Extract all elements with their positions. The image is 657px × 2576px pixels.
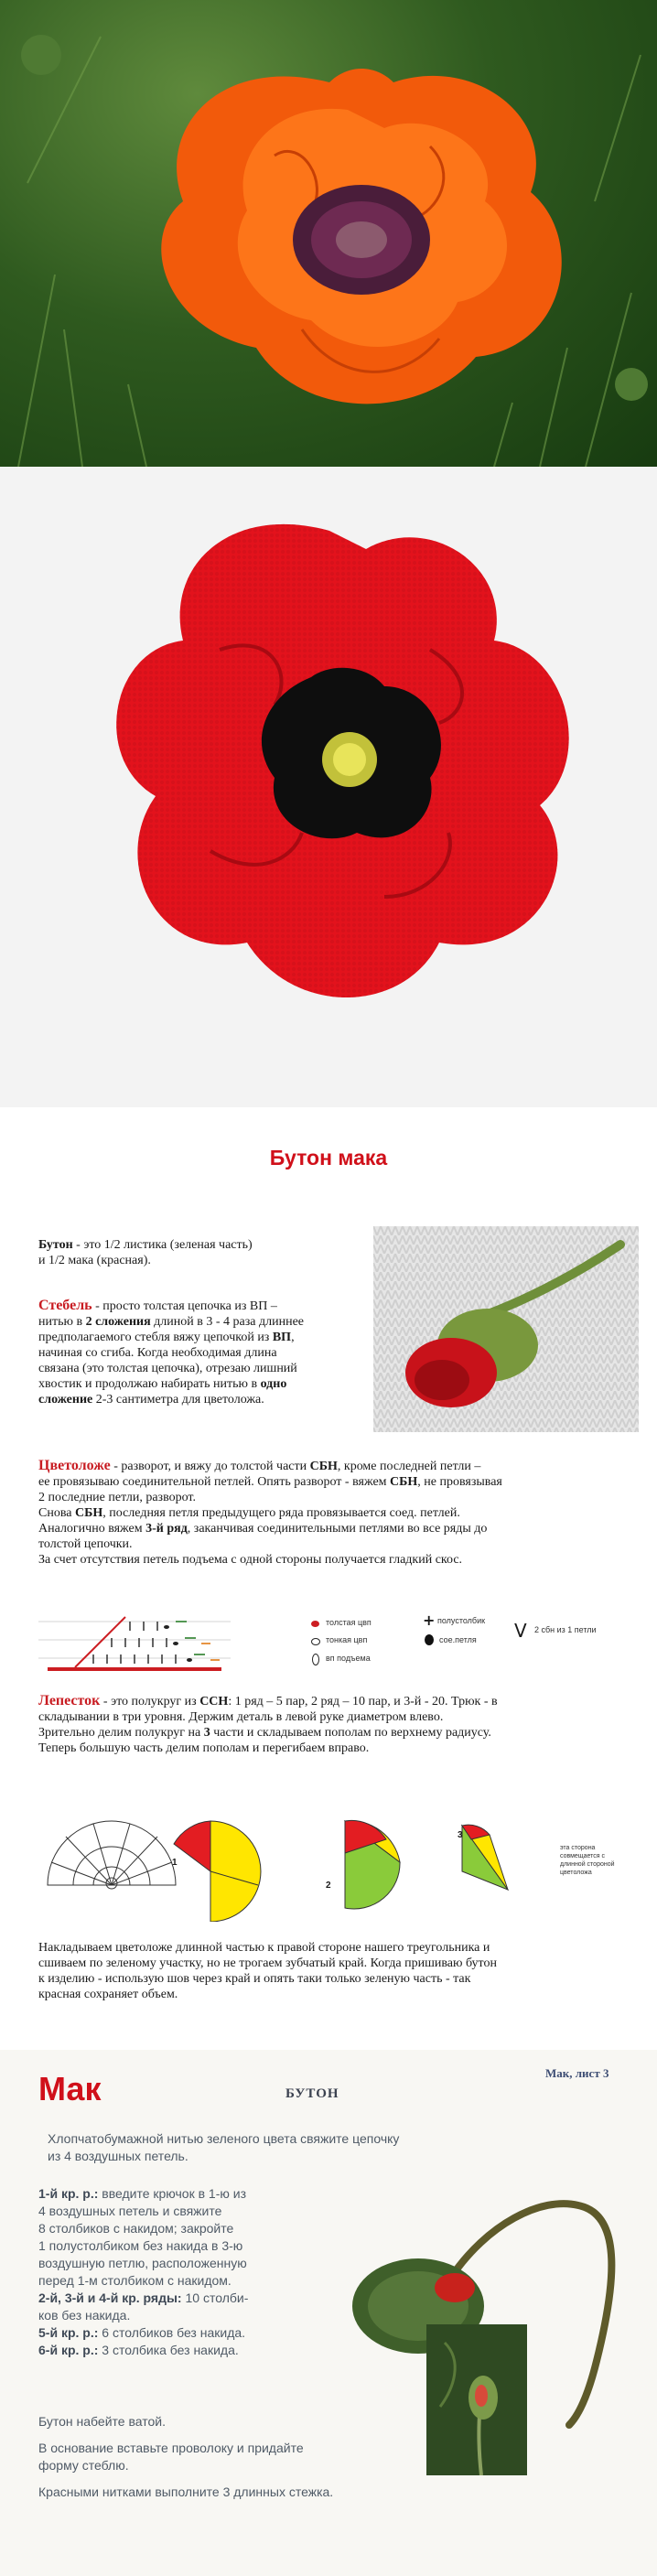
petal-line3c: части и складываем пополам по верхнему радиусу. xyxy=(210,1726,491,1740)
petal-line1c: : 1 ряд – 5 пар, 2 ряд – 10 пар, и 3-й - 20. Трюк - в xyxy=(228,1695,498,1708)
row1-key: 1-й кр. р.: xyxy=(38,2186,99,2201)
row1-line4: 1 полустолбиком без накида в 3-ю xyxy=(38,2238,243,2253)
intro-line2: и 1/2 мака (красная). xyxy=(38,1254,151,1267)
petal-line1a: - это полукруг из xyxy=(100,1695,200,1708)
legend-thin-chain-label: тонкая цвп xyxy=(326,1635,368,1644)
assembly-line3: к изделию - использую шов через край и опять таки только зеленую часть - так xyxy=(38,1972,471,1986)
receptacle-chart xyxy=(38,1603,240,1676)
scan-subtitle: БУТОН xyxy=(285,2086,339,2101)
real-poppy-photo xyxy=(0,0,657,467)
scan-finish-line2: В основание вставьте проволоку и придайте xyxy=(38,2441,304,2455)
legend-slip-stitch-icon xyxy=(425,1634,434,1645)
plus-icon: + xyxy=(423,1611,436,1629)
crochet-poppy-photo xyxy=(0,467,657,1107)
stem-line6b: одно xyxy=(260,1377,287,1391)
row2-line1: 10 столби- xyxy=(181,2290,249,2305)
fold-step-2-number: 2 xyxy=(326,1881,331,1891)
petal-paragraph xyxy=(38,1693,633,1756)
v-stitch-icon: V xyxy=(514,1620,527,1642)
legend-half-dc-label: полустолбик xyxy=(437,1616,486,1625)
assembly-line4: красная сохраняет объем. xyxy=(38,1988,178,2001)
legend-thick-chain-icon xyxy=(311,1621,319,1627)
scan-rows xyxy=(38,2185,340,2359)
crochet-poppy-illustration xyxy=(0,467,657,1107)
bud-photo-illustration xyxy=(373,1226,639,1432)
petal-term: Лепесток xyxy=(38,1693,101,1708)
stem-line3: предполагаемого стебля вяжу цепочкой из xyxy=(38,1331,273,1344)
row1-line3: 8 столбиков с накидом; закройте xyxy=(38,2221,234,2236)
receptacle-term: Цветоложе xyxy=(38,1458,111,1473)
receptacle-line3: 2 последние петли, разворот. xyxy=(38,1491,196,1504)
fold-note-line1: эта сторона xyxy=(560,1845,596,1851)
stem-line6a: хвостик и продолжаю набирать нитью в xyxy=(38,1377,261,1391)
row6-key: 6-й кр. р.: xyxy=(38,2343,99,2357)
stem-line7b: 2-3 сантиметра для цветоложа. xyxy=(92,1393,264,1407)
receptacle-line1a: - разворот, и вяжу до толстой части xyxy=(110,1460,310,1473)
receptacle-line5b: 3-й ряд xyxy=(145,1522,188,1536)
receptacle-line2a: ее провязываю соединительной петлей. Опять разворот - вяжем xyxy=(38,1475,391,1489)
bud-photo xyxy=(373,1226,639,1432)
row5-key: 5-й кр. р.: xyxy=(38,2325,99,2340)
fold-note-line2: совмещается с xyxy=(560,1853,605,1859)
intro-paragraph xyxy=(38,1237,350,1268)
receptacle-chart-diagram xyxy=(38,1603,240,1676)
petal-line1b: ССН xyxy=(199,1695,229,1708)
stem-line4: начиная со сгиба. Когда необходимая длина xyxy=(38,1346,277,1360)
intro-line1: - это 1/2 листика (зеленая часть) xyxy=(72,1238,253,1252)
stem-line3c: , xyxy=(291,1331,295,1344)
legend-lift-chain-label: вп подъема xyxy=(326,1654,371,1663)
receptacle-line6: толстой цепочки. xyxy=(38,1537,133,1551)
scan-real-bud-illustration xyxy=(426,2324,527,2475)
legend-two-sc-label: 2 сбн из 1 петли xyxy=(534,1625,597,1634)
fold-step-2-shape xyxy=(322,1816,423,1922)
scan-real-bud-photo xyxy=(426,2324,527,2475)
stem-line2c: длиной в 3 - 4 раза длиннее xyxy=(150,1315,305,1329)
receptacle-line4a: Снова xyxy=(38,1506,75,1520)
legend-lift-chain-icon xyxy=(312,1654,319,1665)
row1-line1: введите крючок в 1-ю из xyxy=(98,2186,246,2201)
fold-step-1-shape xyxy=(156,1816,265,1922)
receptacle-line2b: СБН xyxy=(390,1475,418,1489)
assembly-line1: Накладываем цветоложе длинной частью к правой стороне нашего треугольника и xyxy=(38,1941,490,1955)
scanned-pattern-page xyxy=(0,2050,657,2576)
petal-line3b: 3 xyxy=(203,1726,210,1740)
receptacle-line5a: Аналогично вяжем xyxy=(38,1522,146,1536)
stem-line5: связана (это толстая цепочка), отрезаю лишний xyxy=(38,1362,297,1375)
legend-thick-chain-label: толстая цвп xyxy=(326,1618,372,1627)
receptacle-line5c: , заканчивая соединительными петлями во все ряды до xyxy=(187,1522,488,1536)
poppy-photo-illustration xyxy=(0,0,657,467)
legend-slip-stitch-label: сое.петля xyxy=(439,1635,477,1644)
stem-line2b: 2 сложения xyxy=(85,1315,151,1329)
legend-thin-chain-icon xyxy=(311,1638,320,1645)
scan-title: Мак xyxy=(38,2070,102,2107)
receptacle-line2c: , не провязывая xyxy=(417,1475,502,1489)
stem-line7a: сложение xyxy=(38,1393,93,1407)
receptacle-line4b: СБН xyxy=(74,1506,103,1520)
stem-paragraph xyxy=(38,1298,377,1407)
petal-line2: складывании в три уровня. Держим деталь в левой руке диаметром влево. xyxy=(38,1710,444,1724)
row2-key: 2-й, 3-й и 4-й кр. ряды: xyxy=(38,2290,182,2305)
scan-finish-line3: форму стеблю. xyxy=(38,2458,129,2473)
stem-term: Стебель xyxy=(38,1298,92,1313)
scan-intro-line2: из 4 воздушных петель. xyxy=(48,2149,188,2163)
stem-line2a: нитью в xyxy=(38,1315,86,1329)
fold-note xyxy=(560,1844,642,1877)
scan-finish-line4: Красными нитками выполните 3 длинных стежка. xyxy=(38,2484,334,2499)
scan-sheet-number: Мак, лист 3 xyxy=(545,2066,609,2080)
fold-step-3 xyxy=(453,1816,535,1908)
receptacle-line1b: СБН xyxy=(309,1460,338,1473)
stem-line3b: ВП xyxy=(272,1331,292,1344)
fold-step-3-number: 3 xyxy=(458,1830,463,1840)
receptacle-line7: За счет отсутствия петель подъема с одной стороны получается гладкий скос. xyxy=(38,1553,463,1567)
intro-term: Бутон xyxy=(38,1238,73,1252)
row6-line: 3 столбика без накида. xyxy=(98,2343,239,2357)
scan-intro-line1: Хлопчатобумажной нитью зеленого цвета свяжите цепочку xyxy=(48,2131,400,2146)
row1-line5: воздушную петлю, расположенную xyxy=(38,2256,247,2270)
bud-title: Бутон мака xyxy=(269,1146,388,1169)
fold-step-3-shape xyxy=(453,1816,535,1908)
row1-line2: 4 воздушных петель и свяжите xyxy=(38,2204,222,2218)
receptacle-line4c: , последняя петля предыдущего ряда провязывается соед. петлей. xyxy=(102,1506,460,1520)
assembly-paragraph xyxy=(38,1940,642,2002)
fold-step-1 xyxy=(156,1816,265,1922)
petal-line3a: Зрительно делим полукруг на xyxy=(38,1726,204,1740)
petal-line4: Теперь большую часть делим пополам и перегибаем вправо. xyxy=(38,1741,370,1755)
fold-step-1-number: 1 xyxy=(172,1858,178,1868)
receptacle-line1c: , кроме последней петли – xyxy=(337,1460,481,1473)
fold-note-line3: длинной стороной xyxy=(560,1861,615,1868)
assembly-line2: сшиваем по зеленому участку, но не трогаем зубчатый край. Когда пришиваю бутон xyxy=(38,1956,497,1970)
fold-step-2 xyxy=(322,1816,423,1922)
row5-line: 6 столбиков без накида. xyxy=(98,2325,246,2340)
row2-line2: ков без накида. xyxy=(38,2308,131,2323)
fold-note-line4: цветоложа xyxy=(560,1870,592,1876)
row1-line6: перед 1-м столбиком с накидом. xyxy=(38,2273,232,2288)
receptacle-paragraph xyxy=(38,1458,633,1568)
scan-finish-line1: Бутон набейте ватой. xyxy=(38,2414,166,2429)
stem-line1: - просто толстая цепочка из ВП – xyxy=(92,1299,277,1313)
